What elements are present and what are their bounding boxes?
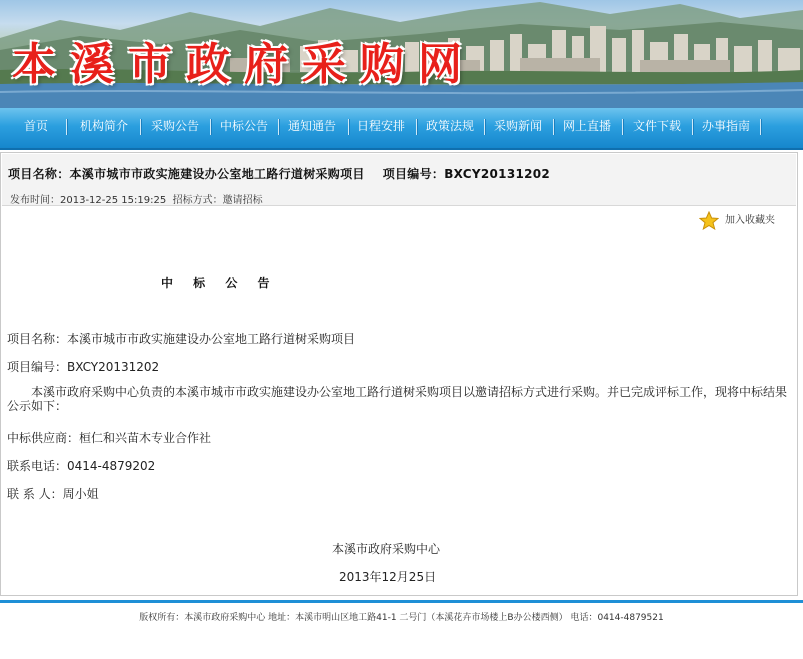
- article-panel: [0, 152, 798, 596]
- footer-divider: [0, 600, 803, 603]
- bid-method: 招标方式：邀请招标: [172, 195, 263, 206]
- nav-separator: [416, 119, 418, 135]
- nav-separator: [484, 119, 486, 135]
- nav-separator: [622, 119, 624, 135]
- nav-separator: [140, 119, 142, 135]
- nav-separator: [692, 119, 694, 135]
- nav-item-award-notice[interactable]: 中标公告: [219, 119, 268, 133]
- add-favorite-label: 加入收藏夹: [725, 215, 775, 226]
- nav-item-schedule[interactable]: 日程安排: [356, 119, 405, 133]
- nav-item-home[interactable]: 首页: [23, 119, 48, 133]
- header-banner: [0, 0, 803, 108]
- body-project-name: 项目名称：本溪市城市市政实施建设办公室地工路行道树采购项目: [7, 332, 356, 346]
- add-favorite-button[interactable]: [699, 212, 775, 230]
- star-icon: [699, 211, 719, 230]
- project-name: 项目名称：本溪市城市市政实施建设办公室地工路行道树采购项目: [8, 167, 365, 181]
- article-meta: [10, 191, 263, 206]
- signature-org: 本溪市政府采购中心: [332, 542, 441, 556]
- contact-person: 联 系 人：周小姐: [7, 487, 99, 501]
- publish-time: 发布时间：2013-12-25 15:19:25: [10, 195, 167, 206]
- nav-item-procurement-notice[interactable]: 采购公告: [150, 119, 199, 133]
- body-paragraph: 本溪市政府采购中心负责的本溪市城市市政实施建设办公室地工路行道树采购项目以邀请招标方式进行采购。并已完成评标工作，现将中标结果公示如下：: [7, 385, 788, 413]
- nav-item-news[interactable]: 采购新闻: [493, 119, 542, 133]
- body-project-code: 项目编号：BXCY20131202: [7, 360, 160, 374]
- nav-separator: [553, 119, 555, 135]
- contact-phone: 联系电话：0414-4879202: [7, 459, 156, 473]
- article-header: [2, 154, 796, 206]
- nav-separator: [210, 119, 212, 135]
- nav-item-live[interactable]: 网上直播: [562, 119, 611, 133]
- article-title: [8, 165, 550, 182]
- winning-supplier: 中标供应商：桓仁和兴苗木专业合作社: [7, 431, 212, 445]
- nav-separator: [278, 119, 280, 135]
- nav-separator: [760, 119, 762, 135]
- signature-date: 2013年12月25日: [339, 570, 437, 584]
- footer-copyright: 版权所有：本溪市政府采购中心 地址：本溪市明山区地工路41-1 二号门（本溪花卉市场楼上B办公楼西侧） 电话：0414-4879521: [139, 613, 664, 623]
- nav-item-guide[interactable]: 办事指南: [701, 119, 750, 133]
- project-code: 项目编号：BXCY20131202: [382, 167, 551, 181]
- nav-separator: [66, 119, 68, 135]
- nav-separator: [348, 119, 350, 135]
- main-nav: [0, 108, 803, 150]
- nav-item-about[interactable]: 机构简介: [79, 119, 128, 133]
- notice-heading: 中 标 公 告: [161, 276, 278, 290]
- nav-item-regulations[interactable]: 政策法规: [425, 119, 474, 133]
- nav-item-announcements[interactable]: 通知通告: [287, 119, 336, 133]
- nav-item-downloads[interactable]: 文件下载: [632, 119, 681, 133]
- site-title: 本溪市政府采购网: [12, 39, 476, 90]
